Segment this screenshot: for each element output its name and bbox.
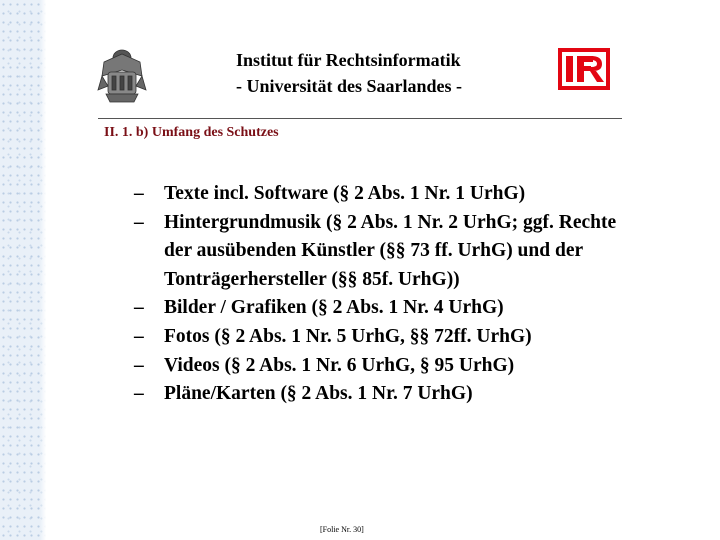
folio-number: [Folie Nr. 30] (320, 525, 364, 534)
bullet-text: Texte incl. Software (§ 2 Abs. 1 Nr. 1 UrhG) (164, 183, 526, 204)
bullet-list (134, 180, 630, 409)
list-item (134, 180, 630, 209)
list-item (134, 209, 630, 295)
bullet-dash: – (134, 211, 144, 233)
bullet-text: Fotos (§ 2 Abs. 1 Nr. 5 UrhG, §§ 72ff. UrhG) (164, 325, 532, 347)
list-item (134, 294, 630, 323)
bullet-dash: – (134, 297, 144, 319)
list-item (134, 352, 630, 381)
bullet-text: Pläne/Karten (§ 2 Abs. 1 Nr. 7 UrhG) (164, 383, 473, 405)
side-pattern-strip (0, 0, 46, 540)
section-title: II. 1. b) Umfang des Schutzes (104, 125, 279, 140)
university-subtitle: - Universität des Saarlandes - (236, 76, 462, 96)
bullet-text: Hintergrundmusik (§ 2 Abs. 1 Nr. 2 UrhG; ggf. Rechte der ausübenden Künstler (§§ 73 ff. UrhG) und der Tonträgerhersteller (§§ 85f. UrhG)) (164, 211, 617, 290)
bullet-dash: – (134, 183, 144, 204)
list-item (134, 380, 630, 409)
bullet-dash: – (134, 325, 144, 347)
institute-title: Institut für Rechtsinformatik (236, 50, 461, 70)
university-seal-icon (96, 46, 148, 104)
bullet-text: Videos (§ 2 Abs. 1 Nr. 6 UrhG, § 95 UrhG) (164, 354, 515, 376)
bullet-dash: – (134, 383, 144, 405)
ifr-logo-icon (558, 48, 610, 90)
bullet-text: Bilder / Grafiken (§ 2 Abs. 1 Nr. 4 UrhG) (164, 297, 504, 319)
bullet-dash: – (134, 354, 144, 376)
list-item (134, 323, 630, 352)
header-rule (98, 118, 622, 119)
